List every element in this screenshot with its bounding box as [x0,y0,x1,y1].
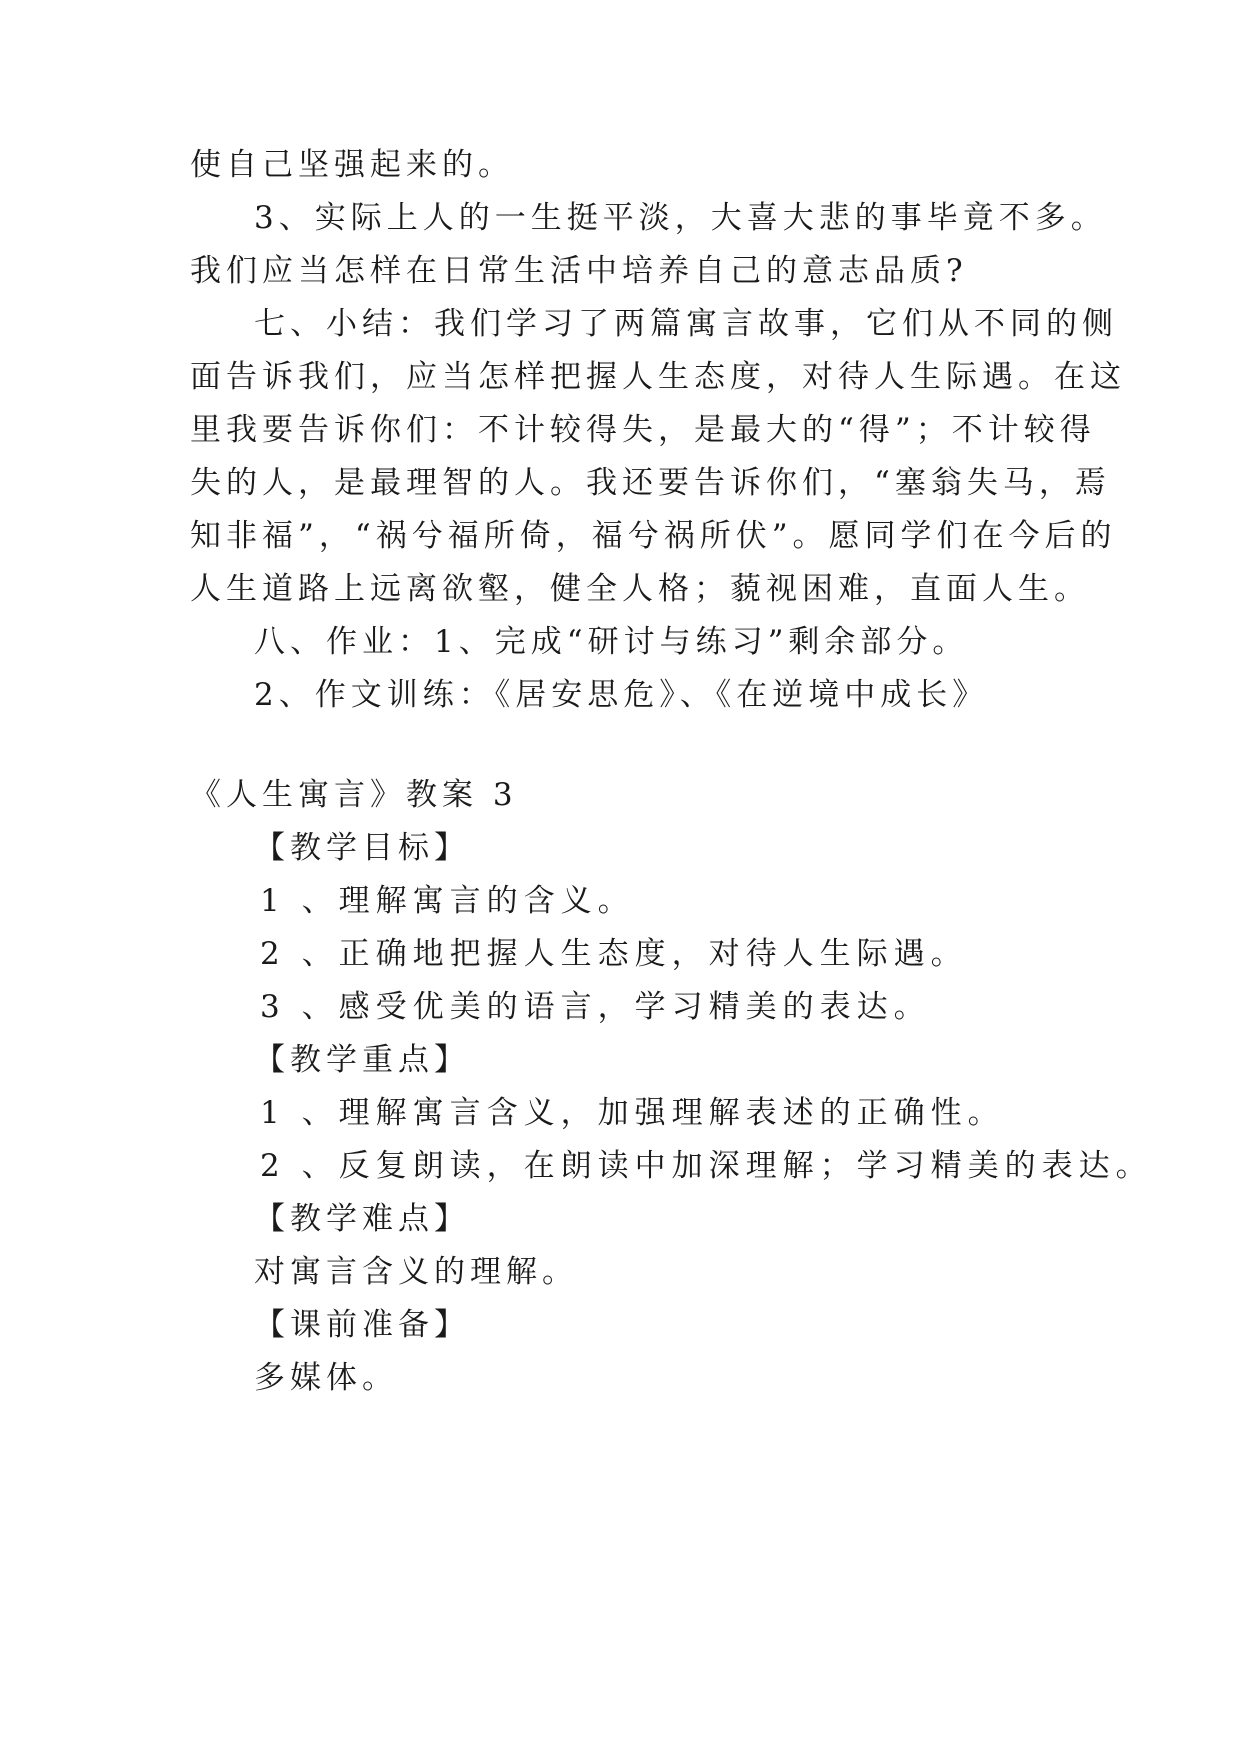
objective-item: 1 、理解寓言的含义。 [260,883,635,919]
section-title: 《人生寓言》教案 3 [190,777,518,813]
homework-line: 2、作文训练：《居安思危》、《在逆境中成长》 [254,677,989,713]
summary-line: 里我要告诉你们：不计较得失，是最大的“得”；不计较得 [190,412,1096,448]
summary-line: 七、小结：我们学习了两篇寓言故事，它们从不同的侧 [254,306,1118,342]
homework-line: 八、作业：1、完成“研讨与练习”剩余部分。 [254,624,969,660]
paragraph-line: 3、实际上人的一生挺平淡，大喜大悲的事毕竟不多。 [254,200,1107,236]
paragraph-line: 使自己坚强起来的。 [190,147,514,183]
difficulty-heading: 【教学难点】 [254,1201,470,1237]
summary-line: 失的人，是最理智的人。我还要告诉你们，“塞翁失马，焉 [190,465,1111,501]
key-point-item: 1 、理解寓言含义，加强理解表述的正确性。 [260,1095,1005,1131]
key-points-heading: 【教学重点】 [254,1042,470,1078]
preparation-text: 多媒体。 [254,1360,398,1396]
paragraph-line: 我们应当怎样在日常生活中培养自己的意志品质? [190,253,968,289]
objective-item: 2 、正确地把握人生态度，对待人生际遇。 [260,936,968,972]
summary-line: 面告诉我们，应当怎样把握人生态度，对待人生际遇。在这 [190,359,1126,395]
objective-item: 3 、感受优美的语言，学习精美的表达。 [260,989,931,1025]
difficulty-text: 对寓言含义的理解。 [254,1254,578,1290]
summary-line: 人生道路上远离欲壑，健全人格；藐视困难，直面人生。 [190,571,1090,607]
objectives-heading: 【教学目标】 [254,830,470,866]
key-point-item: 2 、反复朗读，在朗读中加深理解；学习精美的表达。 [260,1148,1153,1184]
preparation-heading: 【课前准备】 [254,1307,470,1343]
summary-line: 知非福”，“祸兮福所倚，福兮祸所伏”。愿同学们在今后的 [190,518,1117,554]
